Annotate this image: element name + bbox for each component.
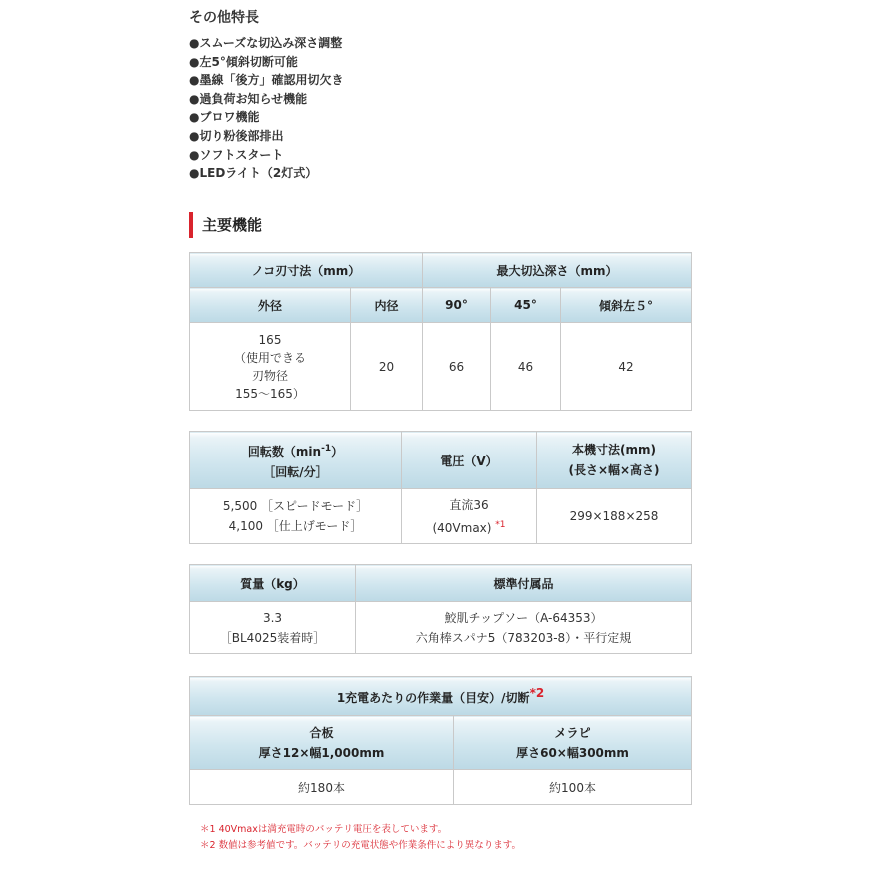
outer-diameter-value <box>190 323 351 411</box>
plywood-header-line2: 厚さ12×幅1,000mm <box>258 745 385 760</box>
plywood-header <box>190 716 454 770</box>
blade-size-header: ノコ刃寸法（mm） <box>190 253 423 288</box>
voltage-max: (40Vmax) <box>432 520 492 535</box>
meranti-header <box>454 716 692 770</box>
dimensions-header-line1: 本機寸法(mm) <box>572 443 656 457</box>
voltage-header: 電圧（V） <box>402 432 537 489</box>
mass-spec-table <box>189 564 692 654</box>
depth-90-header: 90° <box>423 288 491 323</box>
outer-line: 155～165） <box>235 386 305 401</box>
work-amount-footnote-marker: *2 <box>529 686 545 700</box>
footnote-2: ＊2 数値は参考値です。バッテリの充電状態や作業条件により異なります。 <box>200 840 522 851</box>
mass-value <box>190 602 356 654</box>
work-amount-header <box>190 677 692 716</box>
rpm-speed-mode: 5,500 ［スピードモード］ <box>222 499 369 513</box>
meranti-value: 約100本 <box>454 770 692 805</box>
dimensions-header <box>537 432 692 489</box>
feature-item: ●ソフトスタート <box>189 147 284 162</box>
outer-diameter-header: 外径 <box>190 288 351 323</box>
features-list <box>189 34 343 183</box>
max-depth-header: 最大切込深さ（mm） <box>423 253 692 288</box>
dimensions-header-line2: (長さ×幅×高さ) <box>568 463 660 477</box>
rpm-header <box>190 432 402 489</box>
meranti-header-line2: 厚さ60×幅300mm <box>516 745 629 760</box>
rpm-header-line2: ［回転/分］ <box>263 464 328 479</box>
rpm-spec-table <box>189 431 692 544</box>
voltage-line2 <box>402 515 536 538</box>
outer-line: （使用できる <box>233 350 306 365</box>
main-specs-heading: 主要機能 <box>189 212 262 238</box>
accessories-header: 標準付属品 <box>356 565 692 602</box>
footnotes <box>200 822 521 854</box>
rpm-header-text: 回転数（min <box>247 444 322 459</box>
feature-item: ●過負荷お知らせ機能 <box>189 91 308 106</box>
voltage-line1: 直流36 <box>449 497 489 512</box>
outer-line: 165 <box>258 332 282 347</box>
accessory-line2: 六角棒スパナ5（783203-8）・平行定規 <box>415 630 632 645</box>
outer-line: 刃物径 <box>251 368 288 383</box>
rpm-value <box>190 489 402 544</box>
depth-45-header: 45° <box>491 288 561 323</box>
blade-spec-table <box>189 252 692 411</box>
feature-item: ●ブロワ機能 <box>189 110 260 125</box>
feature-item: ●左5°傾斜切断可能 <box>189 54 298 69</box>
plywood-header-line1: 合板 <box>309 725 334 740</box>
meranti-header-line1: メラピ <box>554 725 591 740</box>
inner-diameter-header: 内径 <box>351 288 423 323</box>
rpm-header-sup: -1 <box>321 443 332 454</box>
work-amount-title: 1充電あたりの作業量（目安）/切断 <box>336 691 530 705</box>
features-title: その他特長 <box>189 10 259 26</box>
mass-line2: ［BL4025装着時］ <box>219 630 326 645</box>
voltage-footnote-marker: *1 <box>495 519 506 530</box>
dimensions-value: 299×188×258 <box>537 489 692 544</box>
footnote-1: ＊1 40Vmaxは満充電時のバッテリ電圧を表しています。 <box>200 824 448 835</box>
work-amount-table <box>189 676 692 805</box>
mass-header: 質量（kg） <box>190 565 356 602</box>
mass-line1: 3.3 <box>262 610 283 625</box>
depth-tilt-header: 傾斜左５° <box>561 288 692 323</box>
feature-item: ●切り粉後部排出 <box>189 128 284 143</box>
rpm-finish-mode: 4,100 ［仕上げモード］ <box>228 519 363 533</box>
accessory-line1: 鮫肌チップソー（A-64353） <box>444 610 603 625</box>
depth-tilt-value: 42 <box>561 323 692 411</box>
inner-diameter-value: 20 <box>351 323 423 411</box>
feature-item: ●墨線「後方」確認用切欠き <box>189 73 344 88</box>
depth-45-value: 46 <box>491 323 561 411</box>
rpm-header-line1 <box>190 439 401 462</box>
plywood-value: 約180本 <box>190 770 454 805</box>
accessories-value <box>356 602 692 654</box>
feature-item: ●LEDライト（2灯式） <box>189 166 318 181</box>
voltage-value <box>402 489 537 544</box>
depth-90-value: 66 <box>423 323 491 411</box>
rpm-header-close: ） <box>331 444 344 459</box>
feature-item: ●スムーズな切込み深さ調整 <box>189 36 343 50</box>
